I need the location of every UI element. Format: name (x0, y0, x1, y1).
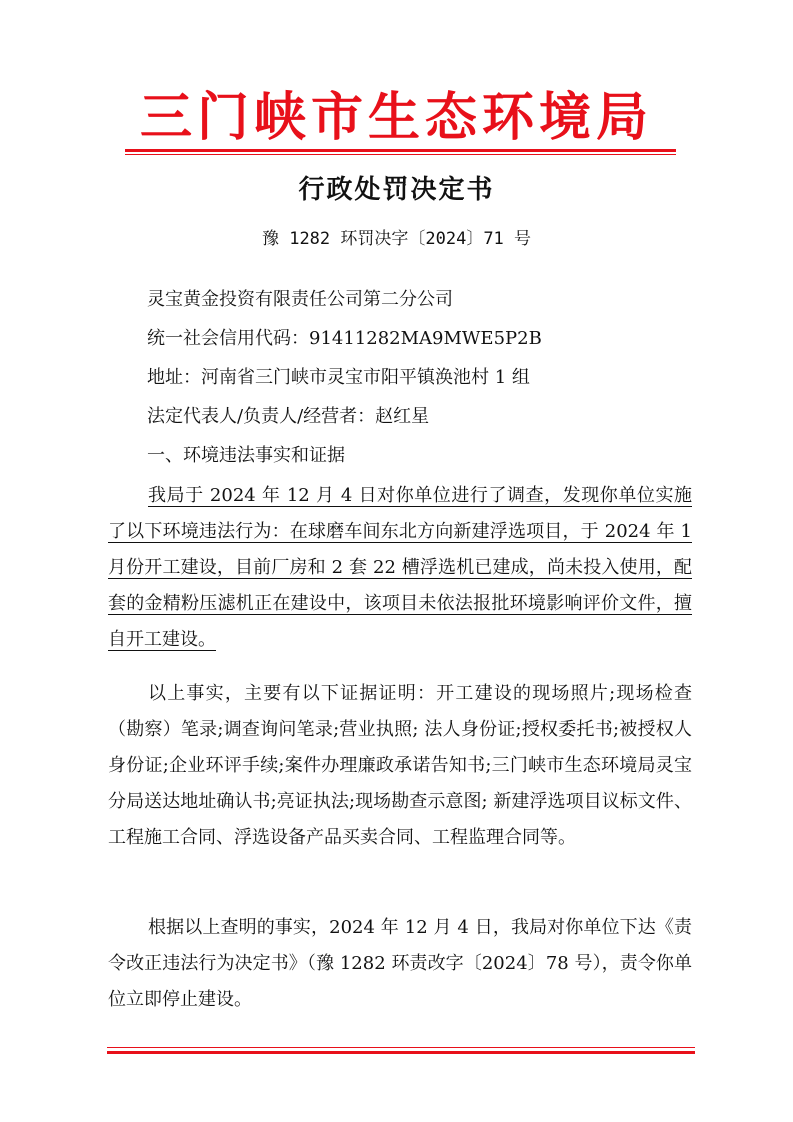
document-number: 豫 1282 环罚决字〔2024〕71 号 (261, 229, 532, 249)
legal-representative: 法定代表人/负责人/经营者：赵红星 (147, 406, 430, 427)
evidence-paragraph: 以上事实，主要有以下证据证明：开工建设的现场照片;现场检查（勘察）笔录;调查询问笔录;营业执照; 法人身份证;授权委托书;被授权人身份证;企业环评手续;案件办理廉政承诺告知书;三门峡市生态环境局灵宝分局送达地址确认书;亮证执法;现场勘查示意图; 新建浮选项目议标文件、工程施工合同、浮选设备产品买卖合同、工程监理合同等。 (108, 683, 692, 848)
facts-paragraph (108, 478, 692, 658)
party-address: 地址：河南省三门峡市灵宝市阳平镇涣池村 1 组 (147, 367, 530, 388)
header-red-rule-thick (125, 149, 676, 152)
facts-text: 我局于 2024 年 12 月 4 日对你单位进行了调查，发现你单位实施了以下环境违法行为：在球磨车间东北方向新建浮选项目，于 2024 年 1 月份开工建设，目前厂房和 2 套 22 槽浮选机已建成，尚未投入使用，配套的金精粉压滤机正在建设中，该项目未依法报批环境影响评价文件，擅自开工建设。 (108, 485, 692, 650)
credit-code: 统一社会信用代码：91411282MA9MWE5P2B (147, 328, 542, 349)
agency-title: 三门峡市生态环境局 (139, 87, 653, 148)
footer-red-rule-thick (107, 1051, 695, 1054)
footer-red-rule-thin (107, 1047, 695, 1048)
section-heading-facts: 一、环境违法事实和证据 (147, 445, 345, 466)
party-name: 灵宝黄金投资有限责任公司第二分公司 (147, 289, 453, 310)
document-title: 行政处罚决定书 (298, 175, 495, 205)
header-red-rule-thin (125, 154, 676, 155)
order-paragraph: 根据以上查明的事实，2024 年 12 月 4 日，我局对你单位下达《责令改正违法行为决定书》（豫 1282 环责改字〔2024〕78 号），责令你单位立即停止建设。 (108, 917, 692, 1010)
